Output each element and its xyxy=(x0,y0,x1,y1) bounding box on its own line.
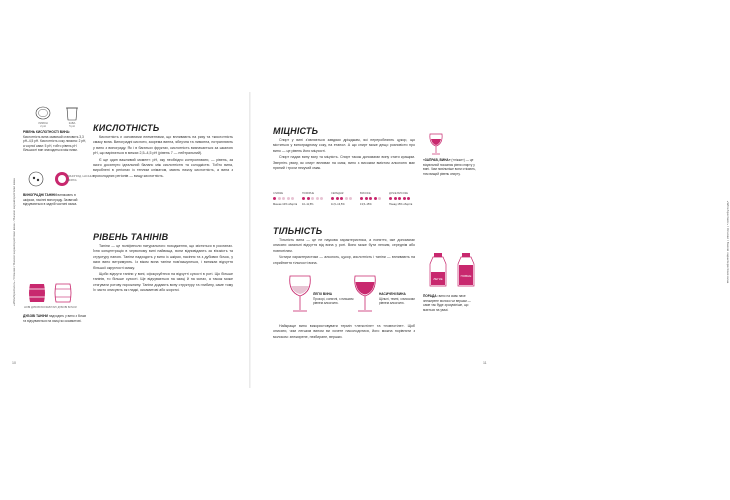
new-barrel-label: НОВІ ДУБОВІ БОЧКИ xyxy=(23,306,51,309)
alcohol-paragraph: Спирт у вині з'являється завдяки дріжджам, які переробляють цукор, що міститься у виноградному соку, на етанол. А що спирт може дещо розповісти про вино — це рівень його міцності. xyxy=(273,138,415,153)
body-paragraph: Тільність вина — це не наукова характеристика, а поняття, яке допомагає описати загальні відчуття від вина у роті. Вино може бути легким, середнім або повнотілим. xyxy=(273,238,415,253)
alcohol-scale-dots xyxy=(389,197,410,200)
wine-legs-text: («ніжки») — це візуальний показник рівня спирту у вині. Чим повільніше вони стікають, тим вищий рівень спирту. xyxy=(423,158,476,176)
wine-legs-glass-icon xyxy=(427,132,445,156)
alcohol-body xyxy=(273,138,415,172)
closing-text xyxy=(273,324,415,341)
grape-seed-label: ВИНОГРАД, НАСІННЯ xyxy=(67,175,95,178)
closing-paragraph: Найкраще вино використовувати термін «легкотіле» та «повнотіле». Щоб описати, чим легшим вином ви хочете насолодитися, його можна порівняти з молоком: знежирене, незбиране, вершки. xyxy=(273,324,415,339)
old-barrel-icon xyxy=(52,282,74,304)
left-page-number: 10 xyxy=(12,361,16,365)
tip-title: ПОРАДА: xyxy=(423,294,438,298)
full-wine-glass-icon xyxy=(351,274,379,314)
light-wine-label xyxy=(313,292,355,306)
right-running-head: «WineSpectator» / Основи / Базові характеристики вина xyxy=(726,200,730,284)
grape-seed-icon xyxy=(27,170,45,188)
alcohol-level-dot xyxy=(349,197,352,200)
tannin-paragraph: Таніни — це поліфеноли натурального походження, що містяться в рослинах. Їхня концентрація в червоному вині найвища, вони відповідають за в'язкість та структуру напою. Таніни надходять у вино із шкірки, насіння та з дубових бочок, у яких вино витримують. Із віком вина таніни пом'якшуються, і виникає відчуття більшої округлості смаку. xyxy=(93,244,233,270)
grape-tannin-title: ВИНОГРАДНІ ТАНІНИ xyxy=(23,193,57,197)
alcohol-level-dot xyxy=(403,197,406,200)
light-wine-glass-icon xyxy=(286,274,314,314)
light-wine-title: ЛЕГКІ ВИНА xyxy=(313,292,333,296)
alcohol-level-dot xyxy=(287,197,290,200)
grape-tannin-text: виникають в шкірках, насінні винограду. Зазвичай відчуваються в задній частині язика. xyxy=(23,193,78,207)
left-page xyxy=(9,92,249,388)
skim-milk-bottle-icon xyxy=(427,252,449,288)
alcohol-heading: МІЦНІСТЬ xyxy=(273,126,319,136)
alcohol-scale-value: 10–11,5% xyxy=(302,203,314,206)
oak-tannin-text: надходять у вино з бочки та відчуваються на язиці як оксамитові. xyxy=(23,314,87,323)
alcohol-level-dot xyxy=(374,197,377,200)
alcohol-level-dot xyxy=(331,197,334,200)
alcohol-level-dot xyxy=(394,197,397,200)
tannin-paragraph: Щоби відчути таніни у вині, сфокусуйтеся на відчутті сухості в роті. Що більше танінів, то більше сухості. Ще відчувається на язиці й на яснах, а також може стягувати ротову порожнину. Таніни додають вину структуру та глибину, саме тому їх часто описують як гладкі, оксамитові або жорсткі. xyxy=(93,272,233,293)
left-running-head: «WineSpectator» / Основи / Базові характеристики вина: / Базові характеристики вина xyxy=(12,178,16,306)
book-spread xyxy=(9,92,730,388)
acidity-paragraph: Є ще один важливий момент: рН, яку необхідно контролювати, — рівень, за якого досягнуто ідеальний баланс між кислотністю та солодкістю. Тобто вина, вироблені в регіонах із теплим кліматом, мають нижчу кислотність, а вина з прохолодних регіонів — вищу кислотність. xyxy=(93,157,233,178)
alcohol-level-dot xyxy=(316,197,319,200)
alcohol-level-dot xyxy=(291,197,294,200)
body-paragraph: Чотири характеристики — алкоголь, цукор, кислотність і таніни — впливають на сприйняття тільності вина. xyxy=(273,255,415,265)
alcohol-level-dot xyxy=(369,197,372,200)
tannin-heading: РІВЕНЬ ТАНІНІВ xyxy=(93,232,169,242)
alcohol-scale-label: ВИСОКЕ xyxy=(360,192,371,195)
alcohol-scale-dots xyxy=(360,197,381,200)
alcohol-level-dot xyxy=(278,197,281,200)
oak-tannin-title: ДУБОВІ ТАНІНИ xyxy=(23,314,48,318)
old-barrel-label: СТАРІ ДУБОВІ БОЧКИ xyxy=(49,306,77,309)
acidity-body xyxy=(93,135,233,180)
alcohol-scale-label: ПОМІРНЕ xyxy=(302,192,315,195)
alcohol-paragraph: Спирт надає вину вагу та міцність. Спирт також допомагає вину стати кращим. Зверніть увагу, як спирт впливає на смак, вино з високим вмістом алкоголю має пряний і трохи пекучий смак. xyxy=(273,155,415,171)
alcohol-scale-dots xyxy=(302,197,323,200)
alcohol-scale-dots xyxy=(331,197,352,200)
grape-skin-label: ШКІРКА xyxy=(67,179,77,182)
tip-text: вино на смак наче знежирене молоко чи вершки — саме так буде зрозуміліше, що мається на увазі. xyxy=(423,294,471,312)
alcohol-level-dot xyxy=(302,197,305,200)
alcohol-level-dot xyxy=(273,197,276,200)
coffee-ph: 5 pH xyxy=(69,125,75,128)
alcohol-level-dot xyxy=(320,197,323,200)
alcohol-scale-dots xyxy=(273,197,294,200)
alcohol-level-dot xyxy=(398,197,401,200)
grape-tannin-sidebar xyxy=(23,193,87,207)
right-page-number: 11 xyxy=(483,361,487,365)
alcohol-scale-label: СЛАБКЕ xyxy=(273,192,284,195)
full-wine-text: Щільні, темні, з високим рівнем алкоголю. xyxy=(379,296,415,306)
alcohol-scale-label: ДУЖЕ ВИСОКЕ xyxy=(389,192,408,195)
right-page xyxy=(251,92,730,388)
alcohol-level-dot xyxy=(365,197,368,200)
alcohol-level-dot xyxy=(311,197,314,200)
alcohol-scale-value: 13,5–15% xyxy=(360,203,372,206)
coffee-cup-icon xyxy=(64,104,80,122)
lemon-label: ЛИМОН xyxy=(38,122,48,125)
alcohol-level-dot xyxy=(360,197,363,200)
alcohol-level-dot xyxy=(282,197,285,200)
full-wine-label xyxy=(379,292,423,306)
coffee-label: КАВА xyxy=(68,122,76,125)
full-wine-title: НАСИЧЕНІ ВИНА xyxy=(379,292,406,296)
alcohol-level-dot xyxy=(345,197,348,200)
wine-legs-sidebar xyxy=(423,158,479,176)
alcohol-level-dot xyxy=(407,197,410,200)
lemon-ph: 2 pH xyxy=(40,125,46,128)
alcohol-level-dot xyxy=(340,197,343,200)
alcohol-level-dot xyxy=(389,197,392,200)
alcohol-level-dot xyxy=(378,197,381,200)
tip-sidebar xyxy=(423,294,479,312)
alcohol-scale-value: Менше 10% обертів xyxy=(273,203,298,206)
new-barrel-icon xyxy=(26,282,48,304)
body-section-text xyxy=(273,238,415,267)
cream-bottle-icon xyxy=(455,252,477,288)
skim-milk-label: ЛЕГКЕ xyxy=(433,277,443,281)
acidity-sidebar-text: Кислотність вина зазвичай становить 3,3 рН–4,5 рН. Кислотність соку лимона: 2 рН, а чорної кави: 5 рН, тобто рівень рН більшості вин знаходиться між ними. xyxy=(23,134,87,153)
alcohol-scale-value: Понад 15% обертів xyxy=(389,203,413,206)
acidity-paragraph: Кислотність є основними елементами, що впливають на ризу та «кислотність смаку вина. Виноградні кислоти, зокрема винна, яблучна та лимонна, потрапляють у вино з винограду. Як і в багатьох фруктах, кислотність визначається за шкалою pH, що варіюється в межах 2,5–4,5 pH (рівень 7 — нейтральний). xyxy=(93,135,233,156)
cream-label: ПОВНЕ xyxy=(460,274,472,278)
oak-tannin-sidebar xyxy=(23,314,87,323)
wine-legs-title: «ЗАПРАВ, ВИНА» xyxy=(423,158,451,162)
light-wine-text: Прозорі, сонячні, з низьким рівнем алкоголю. xyxy=(313,296,354,306)
alcohol-scale-value: 11,5–13,5% xyxy=(331,203,345,206)
acidity-sidebar xyxy=(23,130,87,153)
alcohol-level-dot xyxy=(336,197,339,200)
alcohol-level-dot xyxy=(307,197,310,200)
alcohol-scale-label: СЕРЕДНЄ xyxy=(331,192,344,195)
body-heading: ТІЛЬНІСТЬ xyxy=(273,226,323,236)
acidity-heading: КИСЛОТНІСТЬ xyxy=(93,123,160,133)
lemon-icon xyxy=(34,105,52,121)
acidity-sidebar-title: РІВЕНЬ КИСЛОТНОСТІ ВИНА: xyxy=(23,130,71,134)
tannin-body xyxy=(93,244,233,295)
